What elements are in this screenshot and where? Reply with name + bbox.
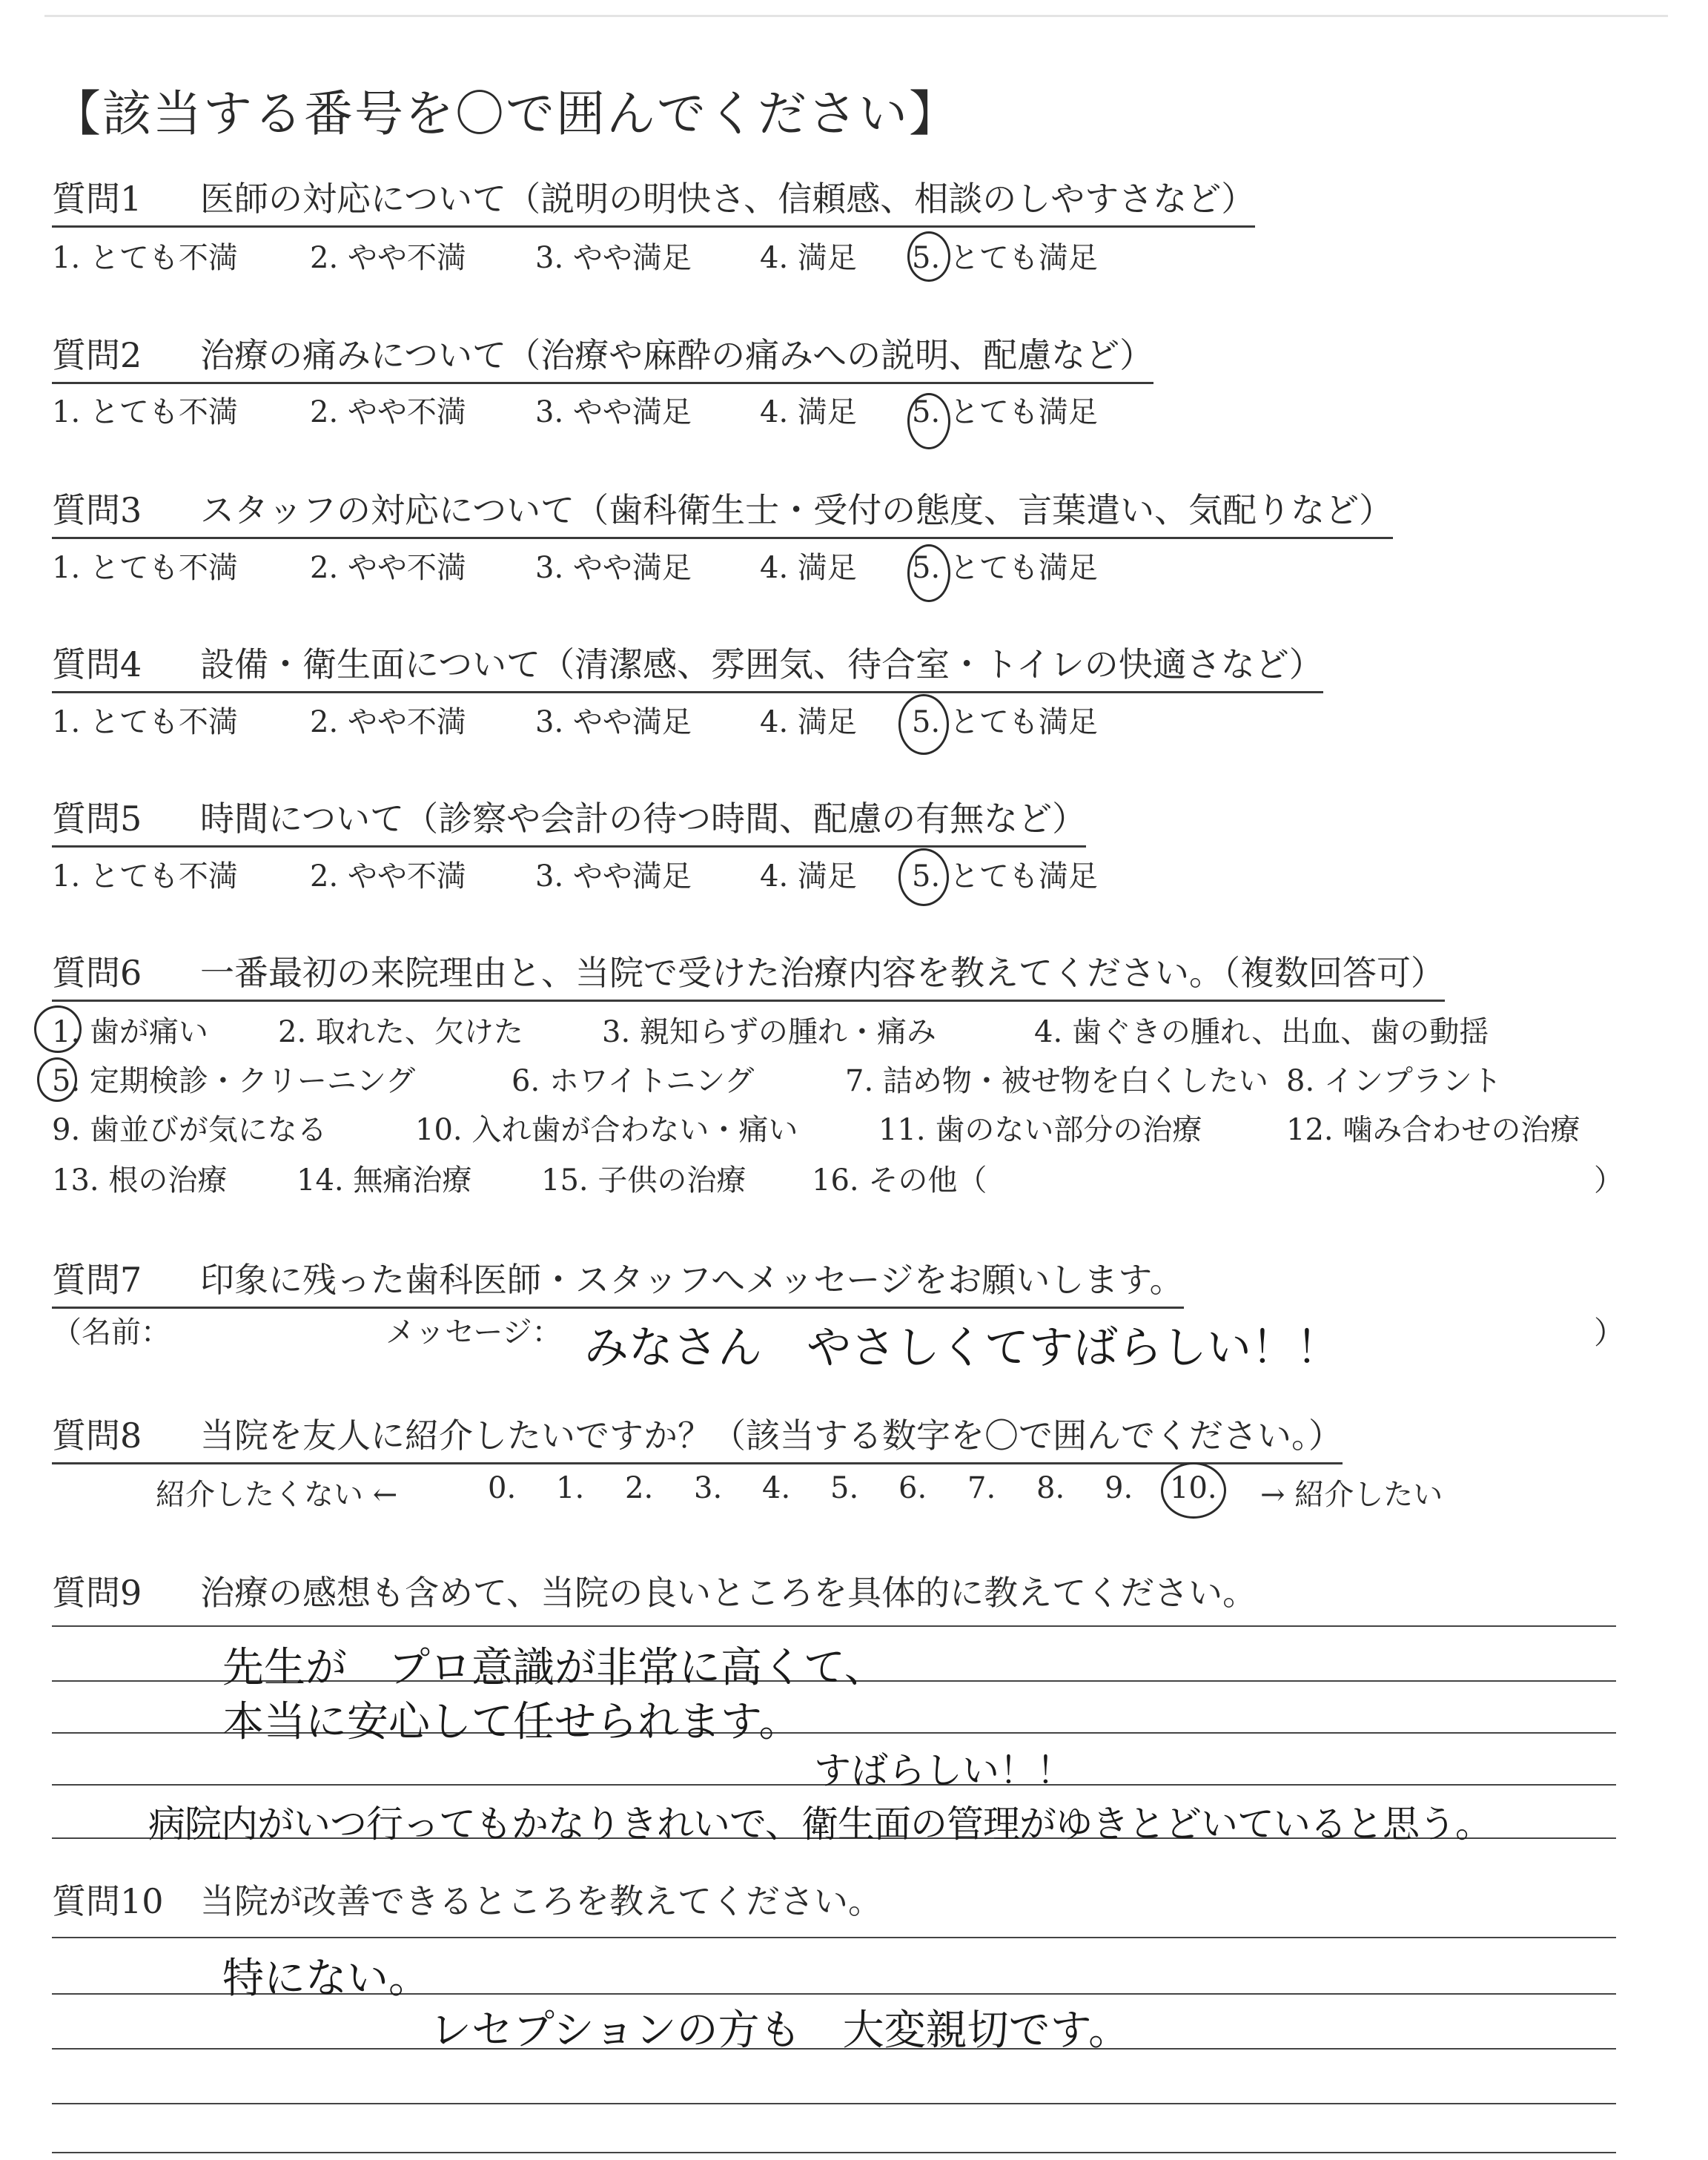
- reason-option[interactable]: 14. 無痛治療: [297, 1163, 472, 1198]
- question-number: 質問6: [52, 953, 142, 993]
- scale-value[interactable]: 6.: [898, 1471, 927, 1505]
- option-2[interactable]: 2. やや不満: [310, 705, 466, 739]
- selected-circle-mark: [1161, 1462, 1226, 1519]
- question-text: 当院を友人に紹介したいですか？（該当する数字を〇で囲んでください。）: [200, 1416, 1343, 1456]
- option-3[interactable]: 3. やや満足: [535, 241, 692, 275]
- question-text: 時間について（診察や会計の待つ時間、配慮の有無など）: [200, 799, 1087, 839]
- selected-circle-mark: [907, 393, 950, 449]
- reason-option[interactable]: 11. 歯のない部分の治療: [878, 1113, 1202, 1147]
- question-3-header: [52, 483, 1393, 539]
- scale-left-label: 紹介したくない ←: [156, 1478, 398, 1512]
- option-1[interactable]: 1. とても不満: [52, 859, 238, 894]
- option-1[interactable]: 1. とても不満: [52, 551, 238, 585]
- question-6-header: [52, 946, 1445, 1002]
- option-2[interactable]: 2. やや不満: [310, 551, 466, 585]
- closing-paren: ）: [1594, 1163, 1623, 1198]
- question-number: 質問1: [52, 179, 142, 219]
- handwritten-answer-line: すばらしい！！: [814, 1749, 1073, 1792]
- option-4[interactable]: 4. 満足: [760, 395, 857, 429]
- handwritten-answer-line: 本当に安心して任せられます。: [222, 1698, 801, 1746]
- scale-value[interactable]: 5.: [830, 1471, 859, 1505]
- question-number: 質問9: [52, 1573, 142, 1613]
- question-10-header: [52, 1875, 882, 1923]
- answer-rule: [52, 2152, 1616, 2153]
- handwritten-answer-line: 病院内がいつ行ってもかなりきれいで、衛生面の管理がゆきとどいていると思う。: [148, 1803, 1492, 1846]
- question-number: 質問3: [52, 490, 142, 530]
- scan-top-edge: [44, 15, 1668, 17]
- question-number: 質問5: [52, 799, 142, 839]
- reason-option[interactable]: 5. 定期検診・クリーニング: [52, 1064, 416, 1098]
- reason-option[interactable]: 3. 親知らずの腫れ・痛み: [602, 1015, 936, 1049]
- question-text: 医師の対応について（説明の明快さ、信頼感、相談のしやすさなど）: [200, 179, 1256, 219]
- reason-option[interactable]: 15. 子供の治療: [541, 1163, 747, 1198]
- scale-value[interactable]: 3.: [694, 1471, 723, 1505]
- question-number: 質問4: [52, 644, 142, 684]
- option-2[interactable]: 2. やや不満: [310, 395, 466, 429]
- scale-value[interactable]: 2.: [625, 1471, 654, 1505]
- option-1[interactable]: 1. とても不満: [52, 241, 238, 275]
- scale-value[interactable]: 1.: [556, 1471, 585, 1505]
- option-3[interactable]: 3. やや満足: [535, 395, 692, 429]
- question-text: 設備・衛生面について（清潔感、雰囲気、待合室・トイレの快適さなど）: [200, 644, 1323, 684]
- scale-value[interactable]: 7.: [967, 1471, 996, 1505]
- question-number: 質問10: [52, 1881, 164, 1921]
- reason-option[interactable]: 6. ホワイトニング: [512, 1064, 755, 1098]
- answer-rule: [52, 2103, 1616, 2104]
- handwritten-answer-line: 先生が プロ意識が非常に高くて、: [222, 1644, 886, 1692]
- question-number: 質問8: [52, 1416, 142, 1456]
- scale-right-label: → 紹介したい: [1260, 1478, 1443, 1512]
- reason-option[interactable]: 2. 取れた、欠けた: [278, 1015, 523, 1049]
- question-1-header: [52, 172, 1255, 228]
- selected-circle-mark: [907, 544, 950, 602]
- selected-circle-mark: [898, 848, 949, 906]
- handwritten-message: みなさん やさしくてすばらしい！！: [584, 1322, 1340, 1374]
- option-5[interactable]: 5. とても満足: [912, 859, 1098, 894]
- question-text: 治療の感想も含めて、当院の良いところを具体的に教えてください。: [200, 1573, 1257, 1613]
- option-5[interactable]: 5. とても満足: [912, 551, 1098, 585]
- handwritten-answer-line: 特にない。: [222, 1955, 430, 2003]
- answer-rule: [52, 1625, 1616, 1627]
- option-5[interactable]: 5. とても満足: [912, 241, 1098, 275]
- option-3[interactable]: 3. やや満足: [535, 705, 692, 739]
- option-1[interactable]: 1. とても不満: [52, 395, 238, 429]
- question-7-header: [52, 1253, 1184, 1309]
- scale-value[interactable]: 10.: [1170, 1471, 1217, 1505]
- reason-option[interactable]: 7. 詰め物・被せ物を白くしたい: [845, 1064, 1268, 1098]
- question-4-header: [52, 638, 1323, 693]
- reason-option[interactable]: 16. その他（: [812, 1163, 987, 1198]
- question-number: 質問2: [52, 335, 142, 375]
- page-title: 【該当する番号を〇で囲んでください】: [52, 85, 959, 142]
- scale-value[interactable]: 9.: [1105, 1471, 1133, 1505]
- option-2[interactable]: 2. やや不満: [310, 241, 466, 275]
- reason-option[interactable]: 9. 歯並びが気になる: [52, 1113, 327, 1147]
- scale-value[interactable]: 8.: [1036, 1471, 1065, 1505]
- selected-circle-mark: [898, 694, 949, 755]
- option-5[interactable]: 5. とても満足: [912, 395, 1098, 429]
- question-2-header: [52, 328, 1153, 384]
- reason-option[interactable]: 1. 歯が痛い: [52, 1015, 208, 1049]
- question-text: 印象に残った歯科医師・スタッフへメッセージをお願いします。: [200, 1260, 1184, 1300]
- selected-circle-mark: [37, 1057, 77, 1102]
- closing-paren: ）: [1594, 1315, 1626, 1351]
- option-5[interactable]: 5. とても満足: [912, 705, 1098, 739]
- question-9-header: [52, 1566, 1257, 1615]
- handwritten-answer-line: レセプションの方も 大変親切です。: [430, 2007, 1131, 2055]
- question-5-header: [52, 792, 1086, 848]
- question-text: 当院が改善できるところを教えてください。: [200, 1881, 882, 1921]
- question-text: 治療の痛みについて（治療や麻酔の痛みへの説明、配慮など）: [200, 335, 1154, 375]
- question-text: 一番最初の来院理由と、当院で受けた治療内容を教えてください。（複数回答可）: [200, 953, 1445, 993]
- scale-value[interactable]: 0.: [488, 1471, 517, 1505]
- option-4[interactable]: 4. 満足: [760, 859, 857, 894]
- question-text: スタッフの対応について（歯科衛生士・受付の態度、言葉遣い、気配りなど）: [200, 490, 1394, 530]
- option-2[interactable]: 2. やや不満: [310, 859, 466, 894]
- reason-option[interactable]: 13. 根の治療: [52, 1163, 228, 1198]
- reason-option[interactable]: 10. 入れ歯が合わない・痛い: [415, 1113, 798, 1147]
- option-3[interactable]: 3. やや満足: [535, 859, 692, 894]
- reason-option[interactable]: 8. インプラント: [1286, 1064, 1502, 1098]
- option-4[interactable]: 4. 満足: [760, 705, 857, 739]
- question-number: 質問7: [52, 1260, 142, 1300]
- option-3[interactable]: 3. やや満足: [535, 551, 692, 585]
- name-label: （名前：: [52, 1315, 171, 1350]
- option-4[interactable]: 4. 満足: [760, 241, 857, 275]
- question-8-header: [52, 1409, 1343, 1464]
- reason-option[interactable]: 12. 噛み合わせの治療: [1286, 1113, 1580, 1147]
- option-1[interactable]: 1. とても不満: [52, 705, 238, 739]
- reason-option[interactable]: 4. 歯ぐきの腫れ、出血、歯の動揺: [1034, 1015, 1489, 1049]
- message-label: メッセージ：: [385, 1315, 562, 1350]
- option-4[interactable]: 4. 満足: [760, 551, 857, 585]
- selected-circle-mark: [34, 1005, 82, 1053]
- selected-circle-mark: [907, 231, 950, 282]
- scale-value[interactable]: 4.: [762, 1471, 791, 1505]
- answer-rule: [52, 1937, 1616, 1938]
